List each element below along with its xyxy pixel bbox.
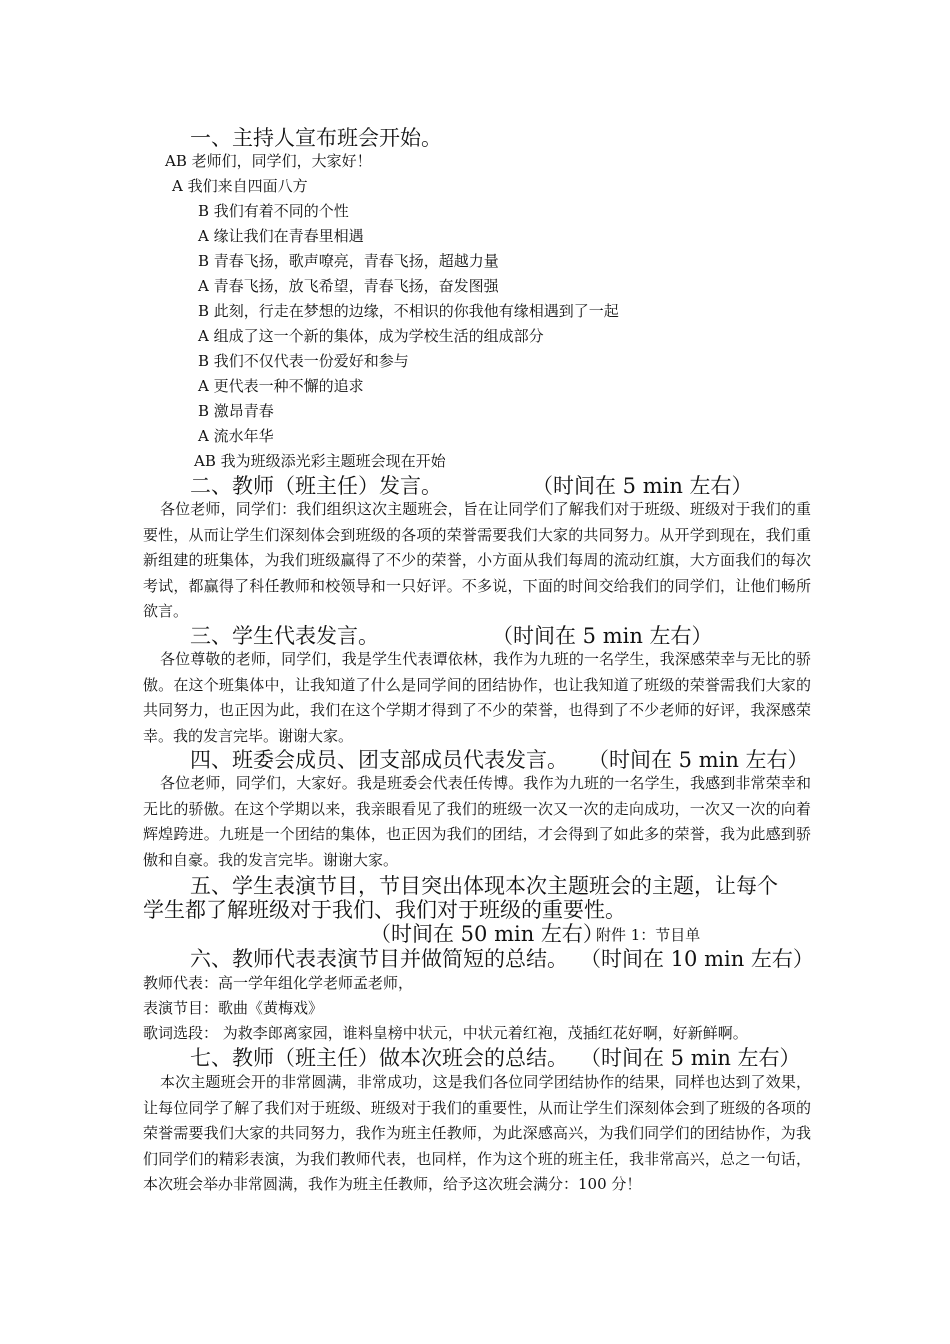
dialogue-line: AB 老师们，同学们，大家好！ — [165, 152, 372, 170]
dialogue-line: B 我们不仅代表一份爱好和参与 — [198, 352, 409, 370]
section-2-body: 各位老师，同学们：我们组织这次主题班会，旨在让同学们了解我们对于班级、班级对于我们的重要性，从而让学生们深刻体会到班级的各项的荣誉需要我们大家的共同努力。从开学到现在，我们重新组建的班集体，为我们班级赢得了不少的荣誉，小方面从我们每周的流动红旗，大方面我们的每次考试，都赢得了科任教师和校领导和一只好评。不多说，下面的时间交给我们的同学们，让他们畅所欲言。 — [143, 500, 811, 620]
dialogue-line: A 我们来自四面八方 — [172, 177, 308, 195]
performance-line: 表演节目：歌曲《黄梅戏》 — [143, 999, 324, 1017]
section-2-title: 二、教师（班主任）发言。 — [190, 474, 442, 498]
dialogue-line: A 青春飞扬，放飞希望，青春飞扬，奋发图强 — [198, 277, 499, 295]
attachment-note: 附件 1：节目单 — [596, 926, 701, 944]
section-3-time: （时间在 5 min 左右） — [492, 624, 713, 648]
dialogue-line: B 我们有着不同的个性 — [198, 202, 349, 220]
section-5-title-line-2: 学生都了解班级对于我们、我们对于班级的重要性。 — [143, 898, 626, 922]
dialogue-line: A 缘让我们在青春里相遇 — [198, 227, 364, 245]
dialogue-line: A 流水年华 — [198, 427, 274, 445]
section-6-title: 六、教师代表表演节目并做简短的总结。 — [190, 947, 568, 971]
section-3-title: 三、学生代表发言。 — [190, 624, 379, 648]
section-2-time: （时间在 5 min 左右） — [532, 474, 753, 498]
dialogue-line: AB 我为班级添光彩主题班会现在开始 — [194, 452, 446, 470]
section-7-title: 七、教师（班主任）做本次班会的总结。 — [190, 1046, 568, 1070]
section-6-time: （时间在 10 min 左右） — [580, 947, 814, 971]
section-1-title: 一、主持人宣布班会开始。 — [190, 126, 442, 150]
section-5-time: （时间在 50 min 左右） — [370, 922, 604, 946]
section-5-title-line-1: 五、学生表演节目，节目突出体现本次主题班会的主题，让每个 — [190, 874, 778, 898]
dialogue-line: B 激昂青春 — [198, 402, 274, 420]
section-7-body: 本次主题班会开的非常圆满，非常成功，这是我们各位同学团结协作的结果，同样也达到了效果，让每位同学了解了我们对于班级、班级对于我们的重要性，从而让学生们深刻体会到了班级的各项的荣誉需要我们大家的共同努力，我作为班主任教师，为此深感高兴，为我们同学们的团结协作，为我们同学们的精彩表演，为我们教师代表，也同样，作为这个班的班主任，我非常高兴，总之一句话，本次班会举办非常圆满，我作为班主任教师，给予这次班会满分：100 分！ — [143, 1073, 811, 1193]
section-7-time: （时间在 5 min 左右） — [580, 1046, 801, 1070]
teacher-representative-line: 教师代表：高一学年组化学老师孟老师， — [143, 974, 414, 992]
section-4-body: 各位老师，同学们，大家好。我是班委会代表任传博。我作为九班的一名学生，我感到非常荣幸和无比的骄傲。在这个学期以来，我亲眼看见了我们的班级一次又一次的走向成功，一次又一次的向着辉煌跨进。九班是一个团结的集体，也正因为我们的团结，才会得到了如此多的荣誉，我为此感到骄傲和自豪。我的发言完毕。谢谢大家。 — [143, 774, 811, 869]
dialogue-line: A 更代表一种不懈的追求 — [198, 377, 364, 395]
section-4-title: 四、班委会成员、团支部成员代表发言。 — [190, 748, 568, 772]
dialogue-line: A 组成了这一个新的集体，成为学校生活的组成部分 — [198, 327, 544, 345]
dialogue-line: B 青春飞扬，歌声嘹亮，青春飞扬，超越力量 — [198, 252, 499, 270]
section-4-time: （时间在 5 min 左右） — [588, 748, 809, 772]
section-3-body: 各位尊敬的老师，同学们，我是学生代表谭依林，我作为九班的一名学生，我深感荣幸与无比的骄傲。在这个班集体中，让我知道了什么是同学间的团结协作，也让我知道了班级的荣誉需我们大家的共同努力，也正因为此，我们在这个学期才得到了不少的荣誉，也得到了不少老师的好评，我深感荣幸。我的发言完毕。谢谢大家。 — [143, 650, 811, 745]
dialogue-line: B 此刻，行走在梦想的边缘，不相识的你我他有缘相遇到了一起 — [198, 302, 619, 320]
lyrics-line: 歌词选段： 为救李郎离家园，谁料皇榜中状元，中状元着红袍，茂插红花好啊，好新鲜啊。 — [143, 1024, 748, 1042]
